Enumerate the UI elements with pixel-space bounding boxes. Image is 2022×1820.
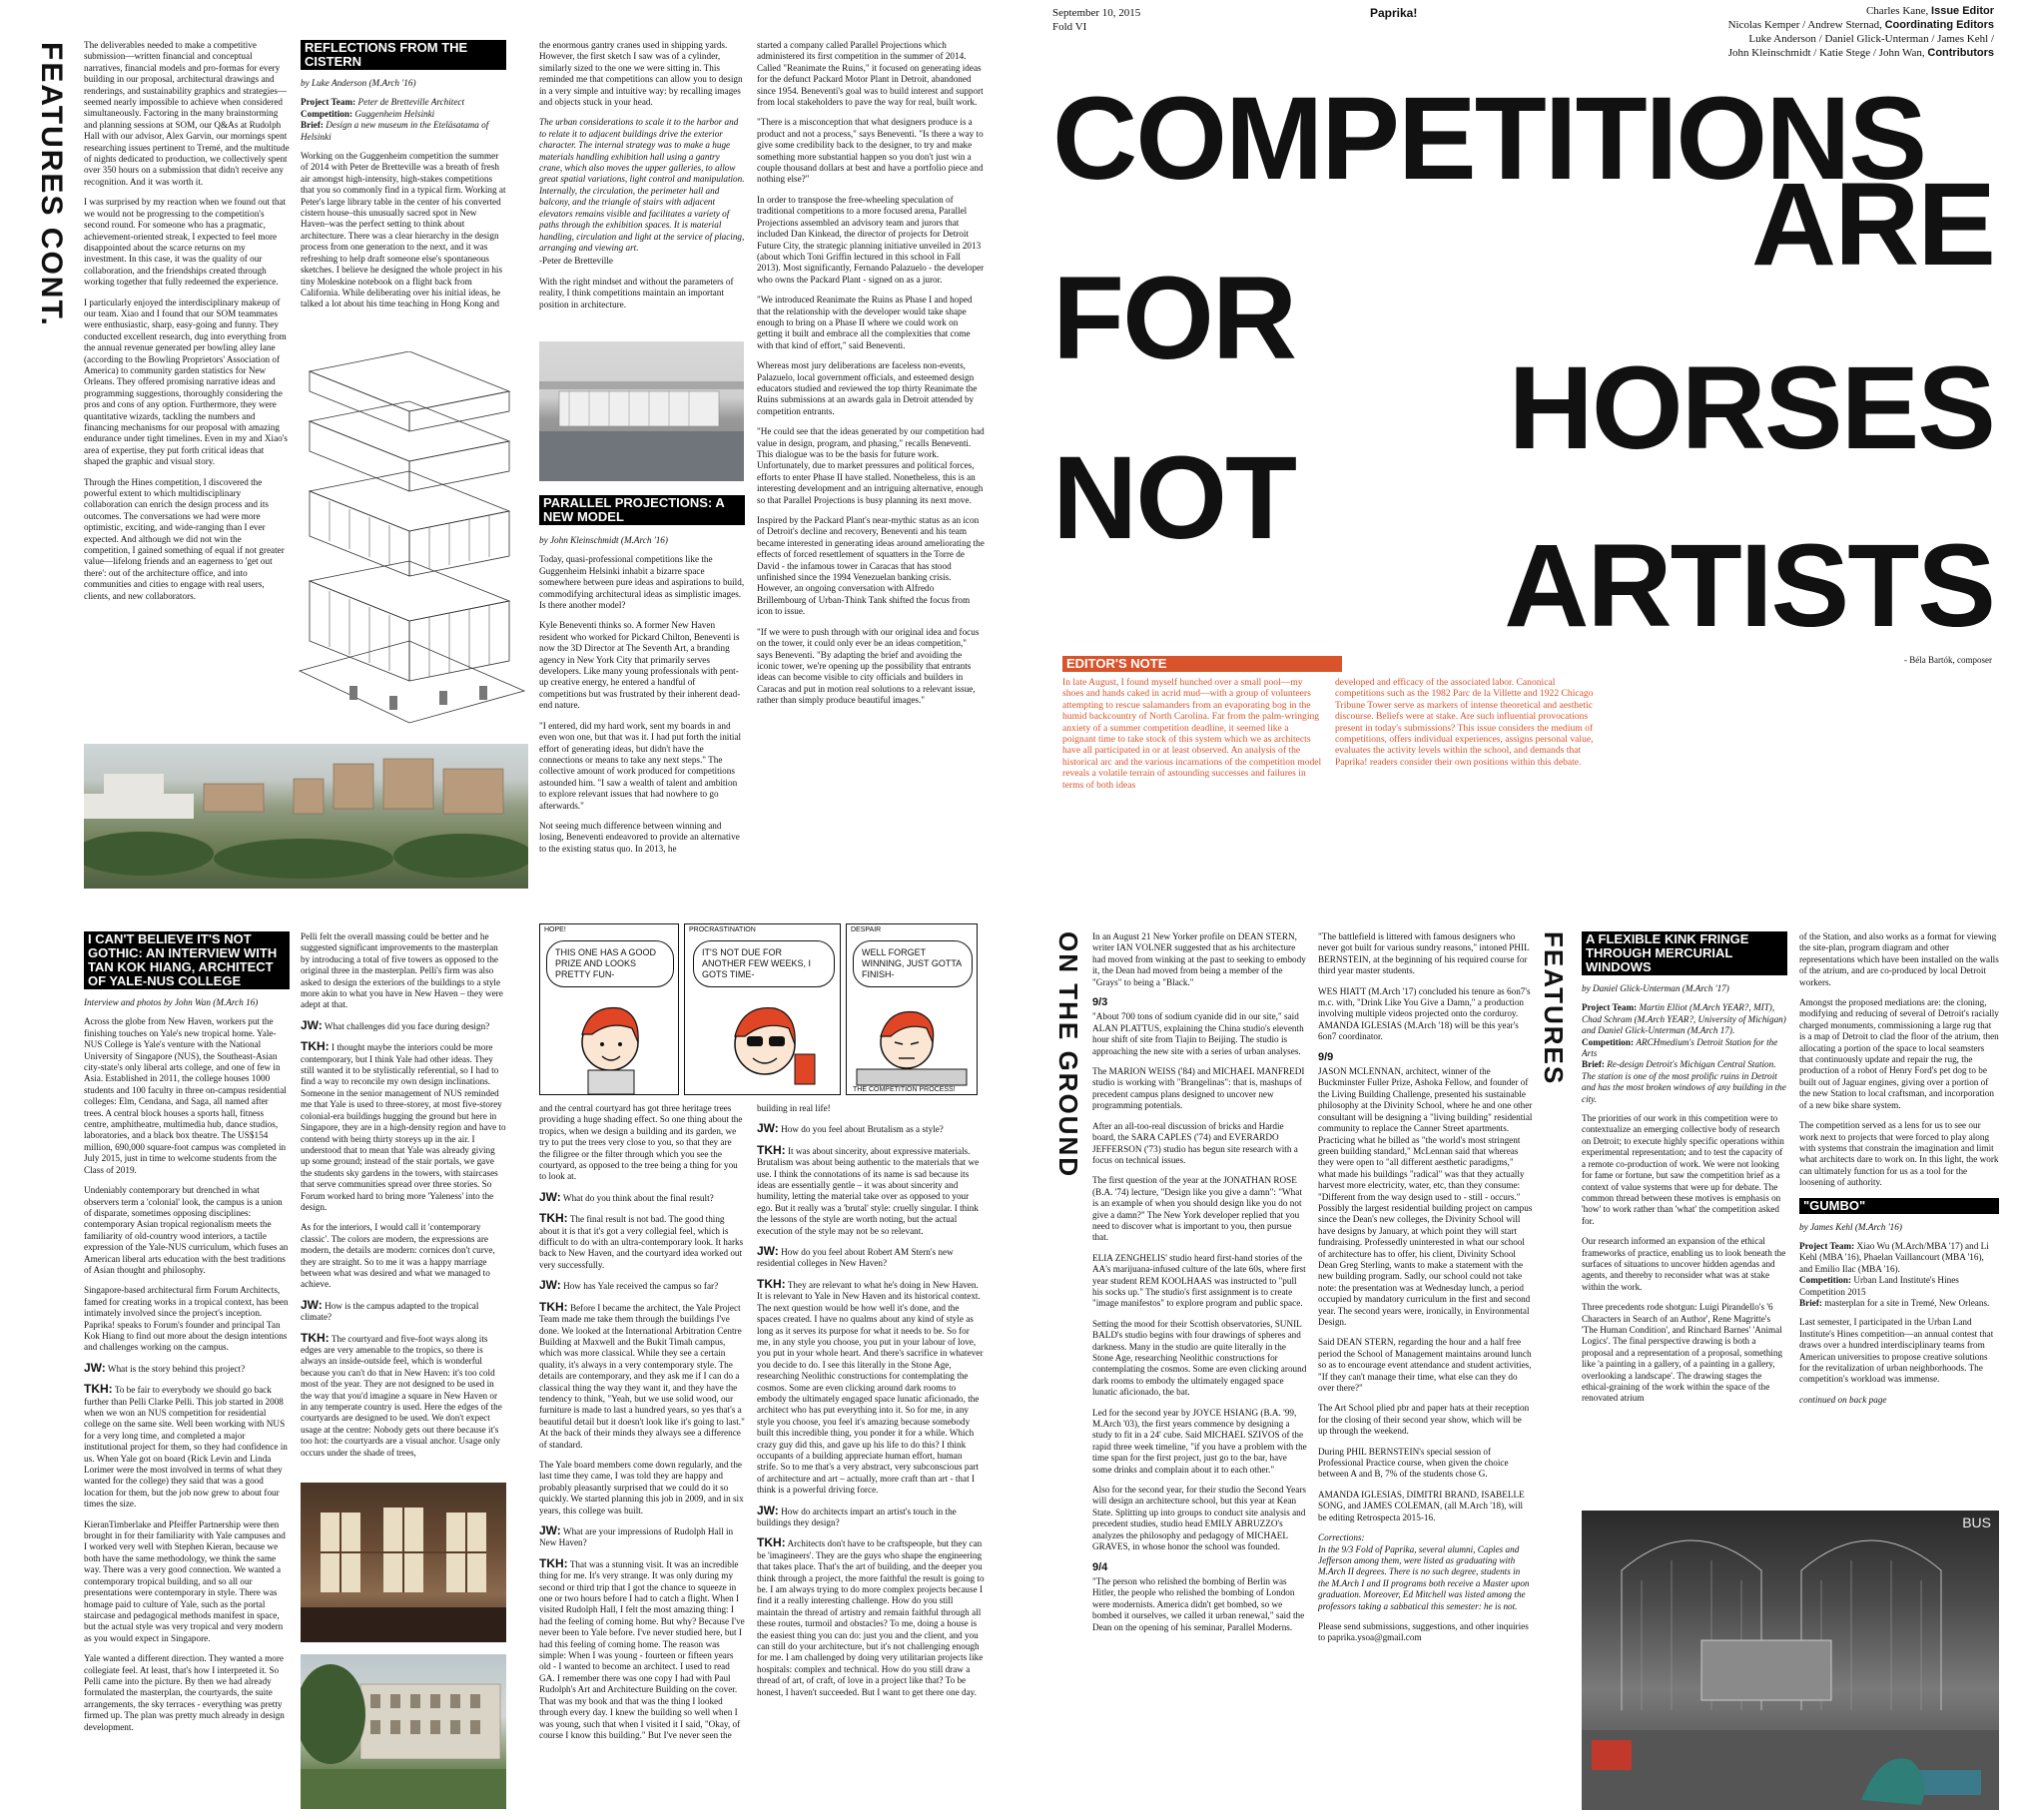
brand-name: Paprika! xyxy=(1370,6,1418,20)
gumbo-meta: Project Team: Xiao Wu (M.Arch/MBA '17) and Li Kehl (MBA '16), Phaelan Vaillancourt (MBA '16), and Emilio Ilac (MBA '16). Competition: Urban Land Institute's Hines Competition 2015 Brief: masterplan for a site in Tremé, New Orleans. xyxy=(1799,1240,1990,1308)
de-bretteville-quote: The urban considerations to scale it to the harbor and to relate it to adjacent buildings drive the exterior character. The internal strategy was to make a huge materials handling exhibition hall using a gantry crane, which also moves the upper galleries, to allow great spatial variations, light control and manipulation. Internally, the circulation, the perimeter hall and balcony, and the triangle of stairs with adjacent elevators remains visible and facilitates a variety of paths through the exhibition spaces. It is material handling, circulation and light at the service of placing, arranging and viewing art. xyxy=(539,117,745,253)
comic-bubble-1: THIS ONE HAS A GOOD PRIZE AND LOOKS PRETTY FUN- xyxy=(546,940,674,987)
axonometric-drawing-svg xyxy=(290,351,529,746)
on-the-ground-side-title: ON THE GROUND xyxy=(1053,931,1083,1178)
features-side-title: FEATURES xyxy=(1539,931,1569,1086)
parallel-paragraph-5: "He could see that the ideas generated by our competition had value in design, program, and phasing," recalls Beneventi. This dialogue was to be the basis for future work. Unfortunately, due to market pressures and political forces, efforts to enter Phase II have stalled. Nonetheless, this is an interesting development and an intriguing alternative, enough so that Parallel Projections is busy planning its next move. xyxy=(757,426,985,505)
continued-note: continued on back page xyxy=(1799,1394,1887,1405)
quadrant-interview xyxy=(0,904,1011,1820)
comic-panel-procrastination: PROCRASTINATION IT'S NOT DUE FOR ANOTHER FEW WEEKS, I GOTS TIME- xyxy=(684,923,841,1095)
editors-note-title: EDITOR'S NOTE xyxy=(1062,656,1342,672)
harbor-photo-svg xyxy=(539,341,744,481)
kink-meta: Project Team: Martin Elliot (M.Arch YEAR?, MIT), Chad Schram (M.Arch YEAR?, University of Michigan) and Daniel Glick-Unterman (M.Arch 17). Competition: ARCHmedium's Detroit Station for the Arts Brief: Re-design Detroit's Michigan Central Station. The station is one of the most prolific ruins in Detroit and has the most broken windows of any building in the city. xyxy=(1582,1002,1786,1104)
comic-caption: THE COMPETITION PROCESS! xyxy=(853,1086,956,1093)
kink-byline: by Daniel Glick-Unterman (M.Arch '17) xyxy=(1582,983,1729,993)
axonometric-drawing xyxy=(290,351,529,746)
parallel-paragraph-3: "We introduced Reanimate the Ruins as Phase I and hoped that the relationship with the developer would take shape enough to bring on a Phase II where we could work on getting it built and embrace all the complexities that come with that kind of effort," said Beneventi. xyxy=(757,295,973,350)
features-col-4 xyxy=(757,40,985,889)
aerial-render-image xyxy=(84,744,528,889)
corrections-title: Corrections: xyxy=(1318,1532,1365,1543)
comic-character-2 xyxy=(685,924,840,1094)
quadrant-on-the-ground xyxy=(1011,904,2022,1820)
dining-hall-photo-svg xyxy=(301,1483,506,1642)
issue-date: September 10, 2015 Fold VI xyxy=(1052,7,1141,33)
campus-exterior-photo-svg xyxy=(301,1654,506,1809)
date-9-9: 9/9 xyxy=(1318,1050,1334,1063)
headline-not: NOT xyxy=(1052,432,1296,564)
ground-9-3-item-6: Led for the second year by JOYCE HSIANG (B.A. '99, M.Arch '03), the first years commence by designing a study to fit in a 24' cube. Said MICHAEL SZIVOS of the rapid three week timeline, "if you have a problem with the time span for the first project, just go to the bar, have some drinks and complain about it to each other." xyxy=(1092,1407,1307,1475)
headline-are: ARE xyxy=(1750,159,1994,291)
headline-attribution: - Béla Bartók, composer xyxy=(1904,655,1992,665)
headline-competitions: COMPETITIONS xyxy=(1052,73,1926,205)
features-paragraph-1: I was surprised by my reaction when we found out that we would not be progressing to the competition's second round. For someone who has a pragmatic, achievement-oriented streak, I expected to feel more disappointed about the scarce returns on my investment. In this case, it was the quality of our collaboration, and the friendships created through working together that fully redeemed the experience. xyxy=(84,197,287,288)
ground-9-3-item-1: The MARION WEISS ('84) and MICHAEL MANFREDI studio is working with "Brangelinas": that is, mashups of precedent campus plans designed to uncover new programming potentials. xyxy=(1092,1066,1305,1111)
reflections-byline: by Luke Anderson (M.Arch '16) xyxy=(301,78,416,88)
editors-note-col-1: In late August, I found myself hunched over a small pool—my shoes and hands caked in acrid mud—with a group of volunteers attempting to rescue salamanders from an evaporating bog in the humid backcountry of North Carolina. Far from the palm-wringing anxiety of a summer competition deadline, it seemed like a poignant time to take stock of this system which we as architects have all participated in or at least observed. An analysis of the historical arc and the various incarnations of the competition model reveals a volatile terrain of astounding successes and failures in terms of both ideas xyxy=(1062,677,1322,791)
ground-9-3-item-7: Also for the second year, for their studio the Second Years will design an architecture school, but this year at Kean State. Splitting up into groups to conduct site analysis and precedent studies, studio head EMILY ABRUZZO's analyzes the philosophy and pedagogy of MICHAEL GRAVES, in whose honor the school was founded. xyxy=(1092,1485,1306,1552)
reflections-column xyxy=(301,40,506,384)
interview-col-3: and the central courtyard has got three heritage trees providing a huge shading effect. So one thing about the tropics, when we design a building and its garden, we try to put the trees very close to you, so that they are the filigree or the filter through which you see the courtyard, as opposed to the tree being a thing for you to look at. JW: What do you think about the final result? TKH: The final result is not bad. The good thing about it is that it's got a very collegial feel, which is difficult to do with an ultra-contemporary look. It harks back to New Haven, and the courtyard idea worked out very successfully. JW: How has Yale received the campus so far? TKH: Before I became the architect, the Yale Project Team made me take them through the buildings I've done. We looked at the International Arbitration Centre Building at Maxwell and the Bukit Timah campus, which was more classical. While they see a certain quality, it's always in a very contemporary style. The details are contemporary, and they ask me if I can do a classical thing the way they want it, and they have the tendency to think, "Yeah, but we use solid wood, our furniture is made to last a hundred years, so yes that's a beautiful detail but it doesn't look like it's going to last." At the back of their minds they always see a difference of standard. The Yale board members come down regularly, and the last time they came, I was told they are happy and probably pleasantly surprised that we could do it so quickly. We started planning this job in 2009, and in six years, this college was built. JW: What are your impressions of Rudolph Hall in New Haven? TKH: That was a stunning visit. It was an incredible thing for me. It's very strange. It was only during my second or third trip that I got the chance to squeeze in one or two hours before I had to catch a flight. When I visited Rudolph Hall, I felt the most amazing thing: I had the feeling of coming home. But why? Because I've never been to Yale before. I've never studied here, but I had this feeling of coming home. The reason was simple: When I was young - fourteen or fifteen years old - I wanted to become an architect. I used to read GA. I remember there was one copy I had with Paul Rudolph's Art and Architecture Building on the cover. That was my book and that was the thing I looked through every day. I knew the building so well when I was young, such that when I visited it I said, "Okay, of course I know this building." But I've never seen the xyxy=(539,1103,745,1740)
parallel-paragraph-7: "If we were to push through with our original idea and focus on the tower, it could only ever be an ideas competition," says Beneventi. "By adapting the brief and avoiding the iconic tower, we're opening up the possibility that entrants ideas can become visible to city officials and builders in Caracas and put in motion real solutions to a relevant issue, rather than simply produce beautiful images." xyxy=(757,626,980,706)
kink-gumbo-column: of the Station, and also works as a format for viewing the site-plan, program diagram and other representations which have been installed on the walls of the atrium, and are co-produced by local Detroit workers. Amongst the proposed mediations are: the cloning, modifying and reducing of several of Detroit's racially charged monuments, commissioning a large rug that is a map of Detroit to clad the floor of the atrium, then allocating a portion of the space to local seamsters that continuously update and repair the rug, the production of a robot of Henry Ford's pet dog to be built out of Jaguar engines, giving over a portion of the new Station to local craftsman, and incorporation of a new bike share system. The competition served as a lens for us to see our work next to projects that were forced to play along with systems that constrain the imagination and limit what architects dare to work on. In this light, the work can ultimately function for us as a tool for the loosening of authority. "GUMBO" by James Kehl (M.Arch '16) Project Team: Xiao Wu (M.Arch/MBA '17) and Li Kehl (MBA '16), Phaelan Vaillancourt (MBA '16), and Emilio Ilac (MBA '16). Competition: Urban Land Institute's Hines Competition 2015 Brief: masterplan for a site in Tremé, New Orleans. Last semester, I participated in the Urban Land Institute's Hines competition—an annual contest that draws over a hundred interdisciplinary teams from American universities to propose creative solutions for the revitalization of urban neighborhoods. The competition's workload was immense. continued on back page xyxy=(1799,931,1999,1405)
reflections-body: Working on the Guggenheim competition the summer of 2014 with Peter de Bretteville was a breath of fresh air amongst high-intensity, high-stakes competitions that you so commonly find in a typical firm. Working at Peter's large library table in the center of his converted cistern house–this unusually sacred spot in New Haven–was the perfect setting to think about architecture. There was a clear hierarchy in the design process from one generation to the next, and it was refreshing to help draft someone else's spontaneous sketches. I believe he designed the whole project in his tiny Moleskine notebook on a flight back from California. While deliberating over his initial ideas, he talked a lot about his time teaching in Hong Kong and xyxy=(301,151,506,309)
headline-for: FOR xyxy=(1052,253,1296,384)
interview-col-2: Pelli felt the overall massing could be better and he suggested significant improvements to the masterplan by introducing a total of five towers as opposed to the original three in the masterplan. Pelli's firm was also asked to design the exteriors of the buildings to a style more akin to what you have in New Haven – they were adept at that. JW: What challenges did you face during design? TKH: I thought maybe the interiors could be more contemporary, but I think Yale had other ideas. They still wanted it to be stylistically referential, so I had to find a way to reconcile my own design inclinations. Someone in the senior management of NUS reminded me that Yale is used to three-storey, at most five-storey colonial-era buildings hugging the ground but here in Singapore, they are in a high-density region and have to contend with being thirty storeys up in the air. I understood that to mean that Yale was already giving up some ground; instead of the stair portals, we gave the students sky gardens in the towers, with staircases that serve communities spread over three stories. So Forum worked hard to bring more 'Yaleness' into the design. As for the interiors, I would call it 'contemporary classic'. The colors are modern, the expressions are modern, the details are modern: cornices don't curve, they are straight. So to me it was a happy marriage between what was desired and what we managed to achieve. JW: How is the campus adapted to the tropical climate? TKH: The courtyard and five-foot ways along its edges are very amenable to the tropics, so there is always an inside-outside feel, which is wonderful because you can't do that in New Haven: it's too cold most of the year. They are not designed to be used in the way that you'd imagine a square in New Haven or in any temperate country is used. Here the edges of the courtyards are designed to be used. We don't expect usage at the centre: Nobody gets out there because it's too hot: the courtyards are a visual anchor. Usage only occurs under the shade of trees, xyxy=(301,931,506,1458)
kink-title: A FLEXIBLE KINK FRINGE THROUGH MERCURIAL WINDOWS xyxy=(1582,931,1787,975)
date-9-4: 9/4 xyxy=(1092,1560,1108,1573)
aerial-render-svg xyxy=(84,744,528,889)
comic-bubble-3: WELL FORGET WINNING, JUST GOTTA FINISH- xyxy=(853,940,973,987)
bus-label: BUS xyxy=(1962,1515,1991,1530)
parallel-projections-byline: by John Kleinschmidt (M.Arch '16) xyxy=(539,535,668,545)
ground-9-9-item-2: The Art School plied pbr and paper hats at their reception for the closing of their second year show, which will be up through the weekend. xyxy=(1318,1403,1530,1437)
corrections-body: In the 9/3 Fold of Paprika, several alumni, Caples and Jefferson among them, were listed as graduating with M.Arch II degrees. There is no such degree, students in the M.Arch I and II programs both receive a Master upon graduation. Moreover, Ed Mitchell was listed among the professors taking a sabbatical this semester: he is not. xyxy=(1318,1543,1530,1611)
ground-col-1: In an August 21 New Yorker profile on DEAN STERN, writer IAN VOLNER suggested that as his architecture had moved from winking at the past to seeking to embody it, the Dean had moved from being a member of the "Grays" to being a "Black." 9/3 "About 700 tons of sodium cyanide did in our site," said ALAN PLATTUS, explaining the China studio's eleventh hour shift of site from Tiajin to Beijing. The studio is approaching the new site with a series of urban analyses. The MARION WEISS ('84) and MICHAEL MANFREDI studio is working with "Brangelinas": that is, mashups of precedent campus plans designed to uncover new programming potentials. After an all-too-real discussion of bricks and Hardie board, the SARA CAPLES ('74) and EVERARDO JEFFERSON ('73) studio has begun site research with a focus on technical issues. The first question of the year at the JONATHAN ROSE (B.A. '74) lecture, "Design like you give a damn": "What is an example of when you should design like you do not give a damn?" The New York developer replied that you need to discover what is important to you, then pursue that. ELIA ZENGHELIS' studio heard first-hand stories of the AA's marijuana-infused culture of the late 60s, where first year student REM KOOLHAAS was instructed to "pull his socks up." The studio's first assignment is to create "image manifestos" to explore program and public space. Setting the mood for their Scottish observatories, SUNIL BALD's studio begins with four drawings of spheres and darkness. Many in the studio are quite literally in the Stone Age, researching Neolithic constructions for contemplating the cosmos. Some are even clicking around dark rooms to embody the ultimately engaged space lunatic aficionado, the bat. Led for the second year by JOYCE HSIANG (B.A. '99, M.Arch '03), the first years commence by designing a study to fit in a 24' cube. Said MICHAEL SZIVOS of the rapid three week timeline, "if you have a problem with the time span for the first project, just go to the bar, have some drinks and complain about it to each other." Also for the second year, for their studio the Second Years will design an architecture school, but this year at Kean State. Splitting up into groups to conduct site analysis and precedent studies, studio head EMILY ABRUZZO's analyzes the philosophy and pedagogy of MICHAEL GRAVES, in whose honor the school was founded. 9/4 "The person who relished the bombing of Berlin was Hitler, the people who relished the bombing of London were modernists. America didn't get bombed, so we bombed it ourselves, we called it urban renewal," said the Dean on the opening of his seminar, Parallel Moderns. xyxy=(1092,931,1307,1632)
station-collage-image xyxy=(1582,1511,1999,1810)
ground-9-9-item-0: JASON MCLENNAN, architect, winner of the Buckminster Fuller Prize, Ashoka Fellow, and founder of the Living Building Challenge, presented his sustainable philosophy at the Divinity School, where he and one other consultant will be designing a "living building" residential community to replace the Canner Street apartments. Practicing what he billed as "the world's most stringent green building standard," McLennan said that whereas they were open to "all different aesthetic paradigms," what made his buildings "radical" was that they actually harvest more electricity, water, etc, than they consume: "Different from the way design used to - still - occurs." Possibly the largest residential building project on campus since the Dean's new colleges, the Divinity School will have designs by January, at which point they will start fundraising. Professedly uninterested in what our school of architecture has to offer, his client, Divinity School Dean Greg Sterling, wants to make a statement with the new building program. Sadly, our school could not take note: the presentation was at Wednesday lunch, a period occupied by mandatory curriculum in the first and second year. The second years were, ironically, in Environmental Design. xyxy=(1318,1066,1533,1327)
ground-9-9-item-3: During PHIL BERNSTEIN's special session of Professional Practice course, when given the choice between A and B, 7% of the students chose G. xyxy=(1318,1446,1509,1480)
campus-exterior-photo xyxy=(301,1654,506,1809)
reflections-title: REFLECTIONS FROM THE CISTERN xyxy=(301,40,506,70)
features-paragraph-2: I particularly enjoyed the interdisciplinary makeup of our team. Xiao and I found that our SOM teammates were enthusiastic, sharp, easy-going and funny. They conducted excellent research, dug into everything from the annual revenue generated per bowling alley lane (according to the Bowling Proprietors' Association of America) to community garden statistics for New Orleans. They offered promising narrative ideas and programming suggestions, thoroughly considering the pros and cons of any option. Furthermore, they were quantitative wizards, tackling the numbers and financing mechanisms for our proposal with amazing endurance under tight timelines. Even in my and Xiao's area of expertise, they put forth critical ideas that shaped the graphic and visual story. xyxy=(84,297,288,467)
competition-process-comic xyxy=(539,923,984,1098)
dining-hall-photo xyxy=(301,1483,506,1642)
harbor-photo xyxy=(539,341,744,481)
comic-panel-despair: DESPAIR WELL FORGET WINNING, JUST GOTTA FINISH- THE COMPETITION PROCESS! xyxy=(846,923,978,1095)
parallel-projections-title: PARALLEL PROJECTIONS: A NEW MODEL xyxy=(539,495,745,525)
interview-title: I CAN'T BELIEVE IT'S NOT GOTHIC: AN INTERVIEW WITH TAN KOK HIANG, ARCHITECT OF YALE-NUS COLLEGE xyxy=(84,931,290,989)
parallel-paragraph-2: In order to transpose the free-wheeling speculation of traditional competitions to a more focused arena, Parallel Projections assembled an advisory team and jurors that included Dan Kinkead, the director of projects for Detroit Future City, the strategic planning initiative unveiled in 2013 (about which Toni Griffin lectured in this school in Fall 2013). Most significantly, Fernando Palazuelo - the developer who owns the Packard Plant - signed on as a juror. xyxy=(757,194,985,285)
reflections-meta: Project Team: Peter de Bretteville Architect Competition: Guggenheim Helsinki Brief: Design a new museum in the Eteläsatama of Helsinki xyxy=(301,97,489,142)
kink-column: A FLEXIBLE KINK FRINGE THROUGH MERCURIAL WINDOWS by Daniel Glick-Unterman (M.Arch '17) Project Team: Martin Elliot (M.Arch YEAR?, MIT), Chad Schram (M.Arch YEAR?, University of Michigan) and Daniel Glick-Unterman (M.Arch 17). Competition: ARCHmedium's Detroit Station for the Arts Brief: Re-design Detroit's Michigan Central Station. The station is one of the most prolific ruins in Detroit and has the most broken windows of any building in the city. The priorities of our work in this competition were to contextualize an emerging collective body of research on Detroit; to execute highly specific operations within experimental representation; and to test the capacity of a remote co-production of work. We were not looking for fame or fortune, but saw the competition brief as a context of value systems that were up for debate. The common thread between these motives is emphasis on 'how' to work rather than 'what' the competition asked for. Our research informed an expansion of the ethical frameworks of practice, enabling us to look beneath the surfaces of situations to uncover hidden agendas and agents, and thereby to reconsider what was at stake within the work. Three precedents rode shotgun: Luigi Pirandello's '6 Characters in Search of an Author', Rene Magritte's 'The Human Condition', and Rinchard Barnes' 'Animal Logics'. The final perspective drawing is both a proposal and a representation of a proposal, something like 'a painting in a gallery, of a painting in a gallery, overlooking a landscape'. The drawing stages the ethical-graining of the work within the space of the renovated atrium xyxy=(1582,931,1786,1404)
features-paragraph-0: The deliverables needed to make a competitive submission—written financial and conceptual narratives, financial models and pro-formas for every building in our proposal, architectural drawings and renderings, and sustainability graphics and strategies—seemed nearly impossible to achieve when considered simultaneously. Factoring in the many brainstorming and planning sessions at SOM, our Q&As at Rudolph Hall with our advisor, Alex Garvin, our mornings spent researching issues pertinent to Tremé, and the multitude of nights dedicated to production, we collectively spent over 350 hours on a submission that didn't receive any recognition. And it was worth it. xyxy=(84,40,290,187)
editors-note-col-2: developed and efficacy of the associated labor. Canonical competitions such as the 1982 Parc de la Villette and 1922 Chicago Tribune Tower serve as markers of intense theoretical and aesthetic discourse. Beliefs were at stake. Are such influential provocations present in today's submissions? This issue considers the medium of competitions, offers individual experiences, assigns personal value, evaluates the activity levels within the school, and demands that Paprika! readers consider their own positions within this debate. xyxy=(1335,677,1594,768)
ground-9-9-item-1: Said DEAN STERN, regarding the hour and a half free period the School of Management maintains around lunch so as to encourage event attendance and student activities, "If they can't manage their time, what else can they do over there?" xyxy=(1318,1337,1532,1394)
parallel-paragraph-1: "There is a misconception that what designers produce is a product and not a process," says Beneventi. "Is there a way to give some credibility back to the designer, to try and make something more substantial happen so you don't just win a couple thousand dollars at best and have a portfolio piece and nothing else?" xyxy=(757,117,984,185)
parallel-paragraph-4: Whereas most jury deliberations are faceless non-events, Palazuelo, local government officials, and esteemed design educators studied and reviewed the top thirty Reanimate the Ruins submissions at an awards gala in Detroit attended by competition entrants. xyxy=(757,360,978,416)
station-collage-svg xyxy=(1582,1511,1999,1810)
interview-col-4: building in real life! JW: How do you feel about Brutalism as a style? TKH: It was about sincerity, about expressive materials. Brutalism was about being authentic to the materials that we use. I think the connotations of its name is sad because its ideas are essentially gentle – it was about sincerity and humility, letting the material take over as opposed to your ego. But it really was a 'brutal' style: cruelly singular. I think the lessons of the style are worth noting, but the actual execution of the style may not be so relevant. JW: How do you feel about Robert AM Stern's new residential colleges in New Haven? TKH: They are relevant to what he's doing in New Haven. It is relevant to Yale in New Haven and its historical context. The next question would be how well it's done, and the spaces created. I have no qualms about any kind of style as long as it serves its purpose for what it needs to be. So for me, in any style you choose, you put in your labour of love, you put in your whole heart. And there's sacrifice in whatever you decide to do. I see this literally in the Stone Age, researching Neolithic constructions for contemplating the cosmos. Some are even clicking around dark rooms to embody the ultimately engaged space lunatic aficionado, the architect who has put everything into it. So for me, in any style you choose, you feel it's amazing because somebody built this incredible thing, you ponder it for a while. Which crazy guy did this, and gave up his life to do this? I think occupants of a building appreciate human effort, human strife. So to me that's a very abstract, very subconscious part of architecture and art – actually, more craft than art - that I think is a powerful driving force. JW: How do architects impart an artist's touch in the buildings they design? TKH: Architects don't have to be craftspeople, but they can be 'imagineers'. They are the guys who shape the engineering that takes place. That's the art of building, and the deeper you think through a project, the more faithful the result is going to be. I am always trying to do more complex projects because I find it a really interesting challenge. How do you still maintain the thread of artistry and remain faithful through all these routes, turmoil and obstacles? To me, doing a house is the easiest thing you can do: just you and the client, and you can still do your architecture, but it's not challenging enough for me. I am challenged by doing very utilitarian projects like hospitals: complex and technical. How do you still draw a thread of art, of craft, of love in a project like that? To be honest, I haven't succeeded. But I want to get there one day. xyxy=(757,1103,985,1697)
comic-panel-hope: HOPE! THIS ONE HAS A GOOD PRIZE AND LOOKS PRETTY FUN- xyxy=(539,923,679,1095)
ground-9-3-item-3: The first question of the year at the JONATHAN ROSE (B.A. '74) lecture, "Design like you give a damn": "What is an example of when you should design like you do not give a damn?" The New York developer replied that you need to discover what is important to you, then pursue that. xyxy=(1092,1175,1302,1243)
comic-bubble-2: IT'S NOT DUE FOR ANOTHER FEW WEEKS, I GOTS TIME- xyxy=(693,940,835,987)
ground-9-9-item-4: AMANDA IGLESIAS, DIMITRI BRAND, ISABELLE SONG, and JAMES COLEMAN, (all M.Arch '18), will be editing Retrospecta 2015-16. xyxy=(1318,1489,1525,1522)
ground-9-3-item-2: After an all-too-real discussion of bricks and Hardie board, the SARA CAPLES ('74) and EVERARDO JEFFERSON ('73) studio has begun site research with a focus on technical issues. xyxy=(1092,1120,1298,1165)
ground-col-2: "The battlefield is littered with famous designers who never got built for various sundry reasons," intoned PHIL BERNSTEIN, at the beginning of his required course for third year master students. WES HIATT (M.Arch '17) concluded his tenure as 6on7's m.c. with, "Drink Like You Give a Damn," a production involving multiple videos projected onto the corduroy. AMANDA IGLESIAS (M.Arch '18) will be this year's 6on7 coordinator. 9/9 JASON MCLENNAN, architect, winner of the Buckminster Fuller Prize, Ashoka Fellow, and founder of the Living Building Challenge, presented his sustainable philosophy at the Divinity School, where he and one other consultant will be designing a "living building" residential community to replace the Canner Street apartments. Practicing what he billed as "the world's most stringent green building standard," McLennan said that whereas they were open to "all different aesthetic paradigms," what made his buildings "radical" was that they actually harvest more electricity, water, etc, than they consume: "Different from the way design used to - still - occurs." Possibly the largest residential building project on campus since the Dean's new colleges, the Divinity School will have designs by January, at which point they will start fundraising. Professedly uninterested in what our school of architecture has to offer, his client, Divinity School Dean Greg Sterling, wants to make a statement with the new building program. Sadly, our school could not take note: the presentation was at Wednesday lunch, a period occupied by mandatory curriculum in the first and second year. The second years were, ironically, in Environmental Design. Said DEAN STERN, regarding the hour and a half free period the School of Management maintains around lunch so as to encourage event attendance and student activities, "If they can't manage their time, what else can they do over there?" The Art School plied pbr and paper hats at their reception for the closing of their second year show, which will be up through the weekend. During PHIL BERNSTEIN's special session of Professional Practice course, when given the choice between A and B, 7% of the students chose G. AMANDA IGLESIAS, DIMITRI BRAND, ISABELLE SONG, and JAMES COLEMAN, (all M.Arch '18), will be editing Retrospecta 2015-16. Corrections: In the 9/3 Fold of Paprika, several alumni, Caples and Jefferson among them, were listed as graduating with M.Arch II degrees. There is no such degree, students in the M.Arch I and II programs both receive a Master upon graduation. Moreover, Ed Mitchell was listed among the professors taking a sabbatical this semester: he is not. Please send submissions, suggestions, and other inquiries to paprika.ysoa@gmail.com xyxy=(1318,931,1533,1643)
date-9-3: 9/3 xyxy=(1092,996,1108,1009)
interview-byline: Interview and photos by John Wan (M.Arch 16) xyxy=(84,997,259,1007)
headline-horses: HORSES xyxy=(1508,342,1994,474)
gumbo-title: "GUMBO" xyxy=(1799,1198,1999,1214)
quadrant-features-cont xyxy=(0,0,1011,904)
features-col-3: the enormous gantry cranes used in shipping yards. However, the first sketch I saw was of a cylinder, similarly sized to the one we were sitting in. This reminded me that competitions can allow you to design in a very simple and intuitive way: by recalling images and objects stuck in your head. The urban considerations to scale it to the harbor and to relate it to adjacent buildings drive the exterior character. The internal strategy was to make a huge materials handling exhibition hall using a gantry crane, which also moves the upper galleries, to allow great spatial variations, light control and manipulation. Internally, the circulation, the perimeter hall and balcony, and the triangle of stairs with adjacent elevators remains visible and facilitates a variety of paths through the exhibition spaces. It is material handling, circulation and light at the service of placing, arranging and viewing art. -Peter de Bretteville With the right mindset and without the parameters of reality, I think competitions maintain an important position in architecture. xyxy=(539,40,745,309)
headline-artists: ARTISTS xyxy=(1504,520,1994,652)
interview-col-1: I CAN'T BELIEVE IT'S NOT GOTHIC: AN INTERVIEW WITH TAN KOK HIANG, ARCHITECT OF YALE-NUS COLLEGE Interview and photos by John Wan (M.Arch 16) Across the globe from New Haven, workers put the finishing touches on Yale's new tropical home. Yale-NUS College is Yale's venture with the National University of Singapore (NUS), the Southeast-Asian city-state's only liberal arts college, and one of few in Asia. Established in 2011, the college houses 1000 students and 100 faculty in three on-campus residential colleges: Elm, Cendana, and Saga, all named after trees. A central block houses a sports hall, fitness centre, amphitheatre, multimedia hub, dance studios, laboratories, and a black box theatre. The US$154 million, 690,000 square-foot campus was completed in July 2015, just in time to welcome students from the Class of 2019. Undeniably contemporary but drenched in what observers term a 'colonial' look, the campus is a union of disparate, sometimes opposing disciplines: contemporary Asian tropical regionalism meets the familiarity of old-country wood interiors, a tactile expression of the Yale-NUS curriculum, which fuses an American liberal arts education with the best traditions of Asian thought and philosophy. Singapore-based architectural firm Forum Architects, famed for creating works in a tropical context, has been intimately involved since the project's inception. Paprika! speaks to Forum's founder and principal Tan Kok Hiang to find out more about the design intentions and challenges working on the campus. JW: What is the story behind this project? TKH: To be fair to everybody we should go back further than Pelli Clarke Pelli. This job started in 2008 when we won an NUS competition for residential college on the same site. Well been working with NUS for a very long time, and completed a major institutional project for them, so they had confidence in us. When Yale got on board (Rick Levin and Linda Lorimer were the most involved in terms of what they wanted for the college) they said that was a good location for them, but the job now grew to about four times the size. KieranTimberlake and Pfeiffer Partnership were then brought in for their familiarity with Yale campuses and I worked very well with Stephen Kieran, because we both have the same methodology, we think the same way. There was a very good connection. We wanted a contemporary tropical building, and so all our presentations were contemporary in style. There was homage paid to culture of Yale, such as the portal staircase and pedagogical methods manifest in space, but the actual style was very tropical and very modern as you would expect in Singapore. Yale wanted a different direction. They wanted a more collegiate feel. At least, that's how I interpreted it. So Pelli came into the picture. By then we had already formulated the masterplan, the courtyards, the suite arrangements, the sky terraces - everything was pretty firmed up. The plan was pretty much already in design development. xyxy=(84,931,289,1732)
comic-character-3 xyxy=(847,924,977,1094)
masthead: Charles Kane, Issue Editor Nicolas Kemper / Andrew Sternad, Coordinating Editors Luke Anderson / Daniel Glick-Unterman / James Kehl / John Kleinschmidt / Katie Stege / John Wan, Contributors xyxy=(1727,5,1994,59)
comic-character-1 xyxy=(540,924,678,1094)
features-paragraph-3: Through the Hines competition, I discovered the powerful extent to which multidisciplinary collaboration can enrich the design process and its outcomes. The conversations we had were more optimistic, exciting, and wide-ranging than I ever expected. And although we did not win the competition, I gained something of equal if not greater value—lifelong friends and an eagerness to 'get out there': out of the architecture office, and into communities and cities to engage with real users, clients, and new collaborators. xyxy=(84,476,285,601)
ground-9-3-item-0: "About 700 tons of sodium cyanide did in our site," said ALAN PLATTUS, explaining the China studio's eleventh hour shift of site from Tiajin to Beijing. The studio is approaching the new site with a series of urban analyses. xyxy=(1092,1011,1304,1056)
de-bretteville-attribution: -Peter de Bretteville xyxy=(539,256,613,267)
quadrant-cover xyxy=(1011,0,2022,904)
ground-9-3-item-5: Setting the mood for their Scottish observatories, SUNIL BALD's studio begins with four drawings of spheres and darkness. Many in the studio are quite literally in the Stone Age, researching Neolithic constructions for contemplating the cosmos. Some are even clicking around dark rooms to embody the ultimately engaged space lunatic aficionado, the bat. xyxy=(1092,1318,1307,1398)
ground-9-3-item-4: ELIA ZENGHELIS' studio heard first-hand stories of the AA's marijuana-infused culture of the late 60s, where first year student REM KOOLHAAS was instructed to "pull his socks up." The studio's first assignment is to create "image manifestos" to explore program and public space. xyxy=(1092,1252,1306,1309)
parallel-paragraph-0: started a company called Parallel Projections which administered its first competition in the summer of 2014. Called "Reanimate the Ruins," it focused on generating ideas for the defunct Packard Motor Plant in Detroit, abandoned since 1954. Beneventi's goal was to build interest and support from local stakeholders to pave the way for real, built work. xyxy=(757,40,984,108)
features-cont-side-title: FEATURES CONT. xyxy=(35,42,68,327)
parallel-projections-column: PARALLEL PROJECTIONS: A NEW MODEL by John Kleinschmidt (M.Arch '16) Today, quasi-professional competitions like the Guggenheim Helsinki inhabit a bizarre space somewhere between pure ideas and aspirations to build, commodifying architectural ideas as simplistic images. Is there another model? Kyle Beneventi thinks so. A former New Haven resident who worked for Pickard Chilton, Beneventi is now the 3D Director at The Seventh Art, a branding agency in New York City that primarily serves developers. Like many young professionals with pent-up creative energy, he entered a handful of competitions but was frustrated by their inherent dead-end nature. "I entered, did my hard work, sent my boards in and even won one, but that was it. I had put forth the initial effort of generating ideas, but didn't have the connections or means to take any next steps." The collective amount of work produced for competitions astounded him. "I saw a wealth of talent and ambition to explore relevant issues that had nowhere to go afterwards." Not seeing much difference between winning and losing, Beneventi endeavored to provide an alternative to the existing status quo. In 2013, he xyxy=(539,495,745,854)
parallel-paragraph-6: Inspired by the Packard Plant's near-mythic status as an icon of Detroit's decline and recovery, Beneventi and his team became interested in generating ideas around ameliorating the effects of forced resettlement of squatters in the Torre de David - the infamous tower in Caracas that has stood unfinished since the 1994 Venezuelan banking crisis. However, an ongoing conversation with Alfredo Brillembourg of Urban-Think Tank shifted the focus from icon to issue. xyxy=(757,515,985,617)
gumbo-byline: by James Kehl (M.Arch '16) xyxy=(1799,1221,1902,1232)
submissions-note: Please send submissions, suggestions, and other inquiries to paprika.ysoa@gmail.com xyxy=(1318,1620,1529,1643)
